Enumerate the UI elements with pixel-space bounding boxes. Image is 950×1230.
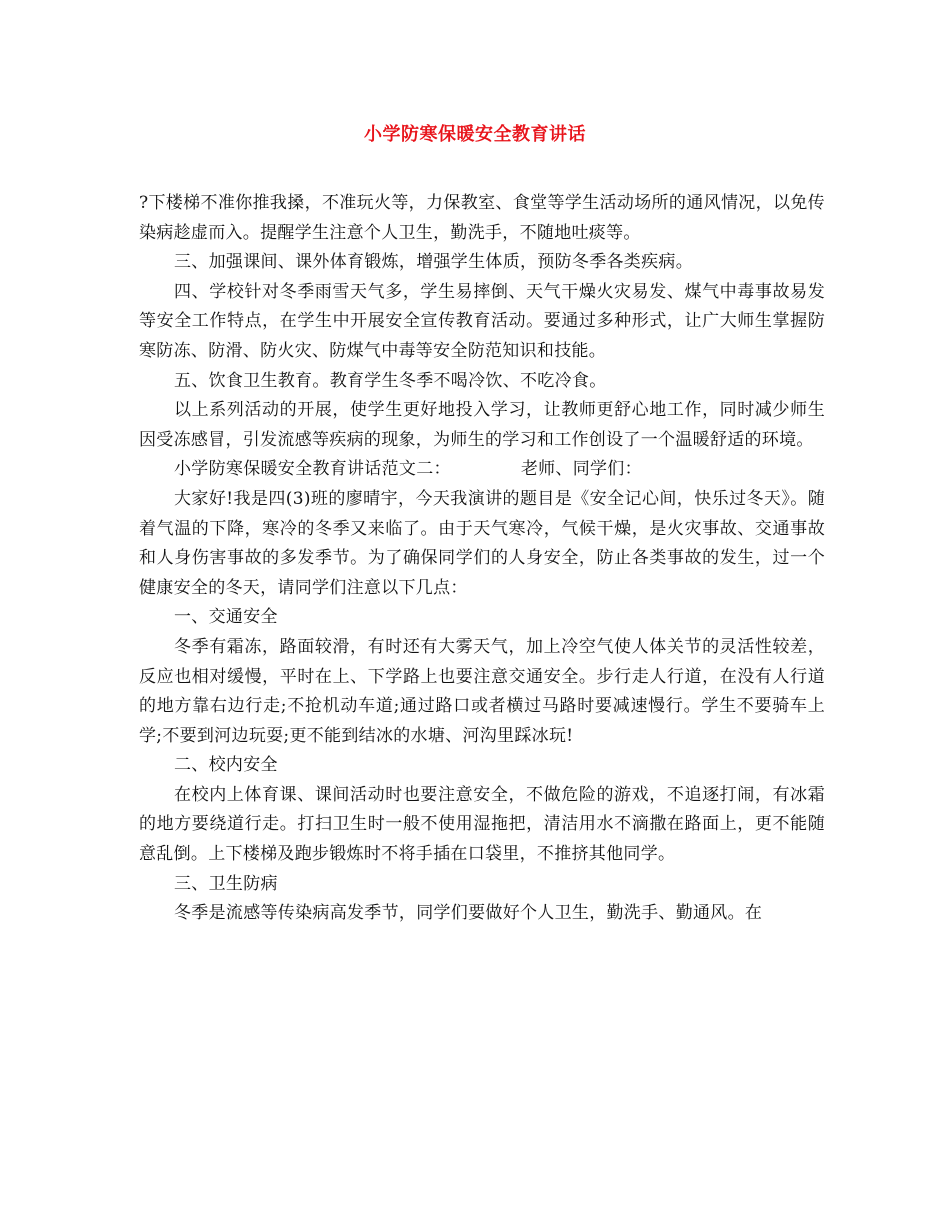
paragraph-segment: 老师、同学们： [520,459,642,480]
paragraph: 五、饮食卫生教育。教育学生冬季不喝冷饮、不吃冷食。 [174,370,607,391]
paragraph-segment: 小学防寒保暖安全教育讲话范文二： [174,459,451,480]
paragraph: ?下楼梯不准你推我搡，不准玩火等，力保教室、食堂等学生活动场所的通风情况，以免传染病趁虚而入。提醒学生注意个人卫生，勤洗手，不随地吐痰等。 [139,193,825,243]
document-body [139,189,825,929]
paragraph: 以上系列活动的开展，使学生更好地投入学习，让教师更舒心地工作，同时减少师生因受冻感冒，引发流感等疾病的现象，为师生的学习和工作创设了一个温暖舒适的环境。 [139,400,825,450]
paragraph: 冬季是流感等传染病高发季节，同学们要做好个人卫生，勤洗手、勤通风。在 [174,903,763,924]
section-heading: 三、卫生防病 [174,873,278,894]
section-heading: 二、校内安全 [174,755,278,776]
document-title: 小学防寒保暖安全教育讲话 [364,124,586,145]
paragraph: 四、学校针对冬季雨雪天气多，学生易摔倒、天气干燥火灾易发、煤气中毒事故易发等安全工作特点，在学生中开展安全宣传教育活动。要通过多种形式，让广大师生掌握防寒防冻、防滑、防火灾、防煤气中毒等安全防范知识和技能。 [139,281,825,361]
paragraph: 大家好!我是四(3)班的廖晴宇，今天我演讲的题目是《安全记心间，快乐过冬天》。随着气温的下降，寒冷的冬季又来临了。由于天气寒冷，气候干燥，是火灾事故、交通事故和人身伤害事故的多发季节。为了确保同学们的人身安全，防止各类事故的发生，过一个健康安全的冬天，请同学们注意以下几点： [139,488,825,598]
paragraph-with-gap [139,455,825,485]
section-heading: 一、交通安全 [174,607,278,628]
paragraph: 冬季有霜冻，路面较滑，有时还有大雾天气，加上冷空气使人体关节的灵活性较差，反应也相对缓慢，平时在上、下学路上也要注意交通安全。步行走人行道，在没有人行道的地方靠右边行走;不抢机动车道;通过路口或者横过马路时要减速慢行。学生不要骑车上学;不要到河边玩耍;更不能到结冰的水塘、河沟里踩冰玩! [139,636,825,746]
paragraph: 在校内上体育课、课间活动时也要注意安全，不做危险的游戏，不追逐打闹，有冰霜的地方要绕道行走。打扫卫生时一般不使用湿拖把，清洁用水不滴撒在路面上，更不能随意乱倒。上下楼梯及跑步锻炼时不将手插在口袋里，不推挤其他同学。 [139,784,825,865]
paragraph: 三、加强课间、课外体育锻炼，增强学生体质，预防冬季各类疾病。 [174,252,693,273]
